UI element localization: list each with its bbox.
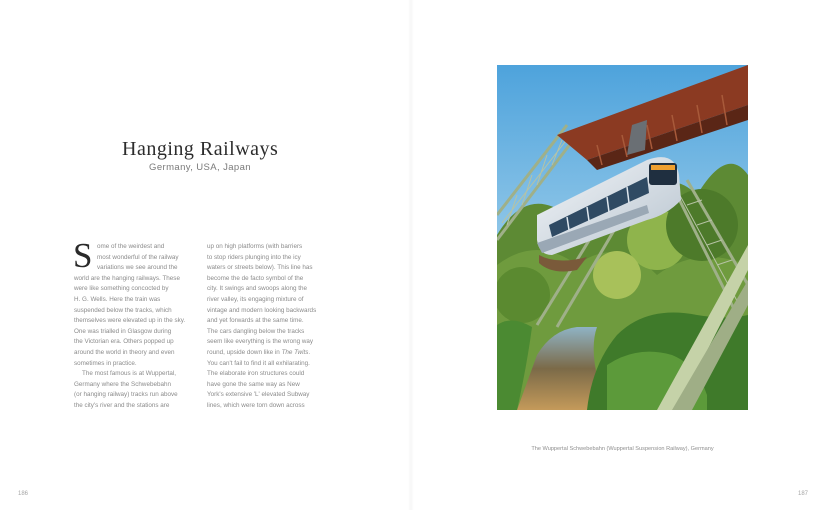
body-line-text: round, upside down like in — [207, 348, 282, 356]
suspension-railway-photo — [497, 65, 748, 410]
page-number-right: 187 — [798, 491, 809, 497]
body-line: themselves were elevated up in the sky. — [74, 317, 186, 325]
body-line: up on high platforms (with barriers — [207, 243, 303, 250]
body-line: seem like everything is the wrong way — [207, 338, 314, 346]
body-column-left — [74, 242, 198, 412]
body-column-right — [207, 242, 331, 412]
body-line: (or hanging railway) tracks run above — [74, 391, 178, 399]
chapter-subtitle: Germany, USA, Japan — [149, 162, 251, 173]
body-line: York's extensive 'L' elevated Subway — [207, 391, 310, 399]
body-line: around the world in theory and even — [74, 348, 175, 356]
body-line: sometimes in practice. — [74, 359, 137, 367]
page-number-left: 186 — [18, 491, 29, 497]
body-line: ome of the weirdest and — [97, 243, 165, 250]
photo-illustration — [497, 65, 748, 410]
body-line: the Victorian era. Others popped up — [74, 338, 174, 346]
tree — [593, 251, 641, 299]
body-line: One was trialled in Glasgow during — [74, 327, 172, 335]
body-line: river valley, its engaging mixture of — [207, 295, 304, 303]
body-line: vintage and modern looking backwards — [207, 306, 317, 314]
body-line: become the de facto symbol of the — [207, 274, 304, 282]
body-line: variations we see around the — [97, 264, 178, 272]
page-gutter — [408, 0, 414, 510]
body-line: waters or streets below). This line has — [207, 264, 313, 272]
body-line: and yet forwards at the same time. — [207, 317, 304, 325]
photo-caption: The Wuppertal Schwebebahn (Wuppertal Suspension Railway), Germany — [531, 446, 714, 452]
body-line: world are the hanging railways. These — [74, 274, 180, 282]
body-line: city. It swings and swoops along the — [207, 285, 307, 293]
body-line: H. G. Wells. Here the train was — [74, 295, 161, 303]
body-line: have gone the same way as New — [207, 380, 300, 388]
body-line: The cars dangling below the tracks — [207, 327, 305, 335]
destination-sign — [651, 165, 675, 170]
body-line: the city's river and the stations are — [74, 401, 170, 409]
body-line: You can't fail to find it all exhilarating. — [207, 359, 310, 367]
body-line: to stop riders plunging into the icy — [207, 253, 301, 261]
drop-cap: S — [73, 236, 93, 275]
body-line: The most famous is at Wuppertal, — [82, 370, 177, 378]
body-line: were like something concocted by — [74, 285, 169, 293]
body-line: lines, which were torn down across — [207, 401, 305, 409]
body-line: most wonderful of the railway — [97, 253, 179, 261]
body-line: The elaborate iron structures could — [207, 370, 305, 378]
body-line: suspended below the tracks, which — [74, 306, 172, 314]
book-reference: The Twits — [281, 348, 309, 356]
body-line-with-title: round, upside down like in The Twits. — [207, 348, 311, 356]
body-line: Germany where the Schwebebahn — [74, 380, 171, 388]
chapter-title: Hanging Railways — [122, 138, 279, 160]
